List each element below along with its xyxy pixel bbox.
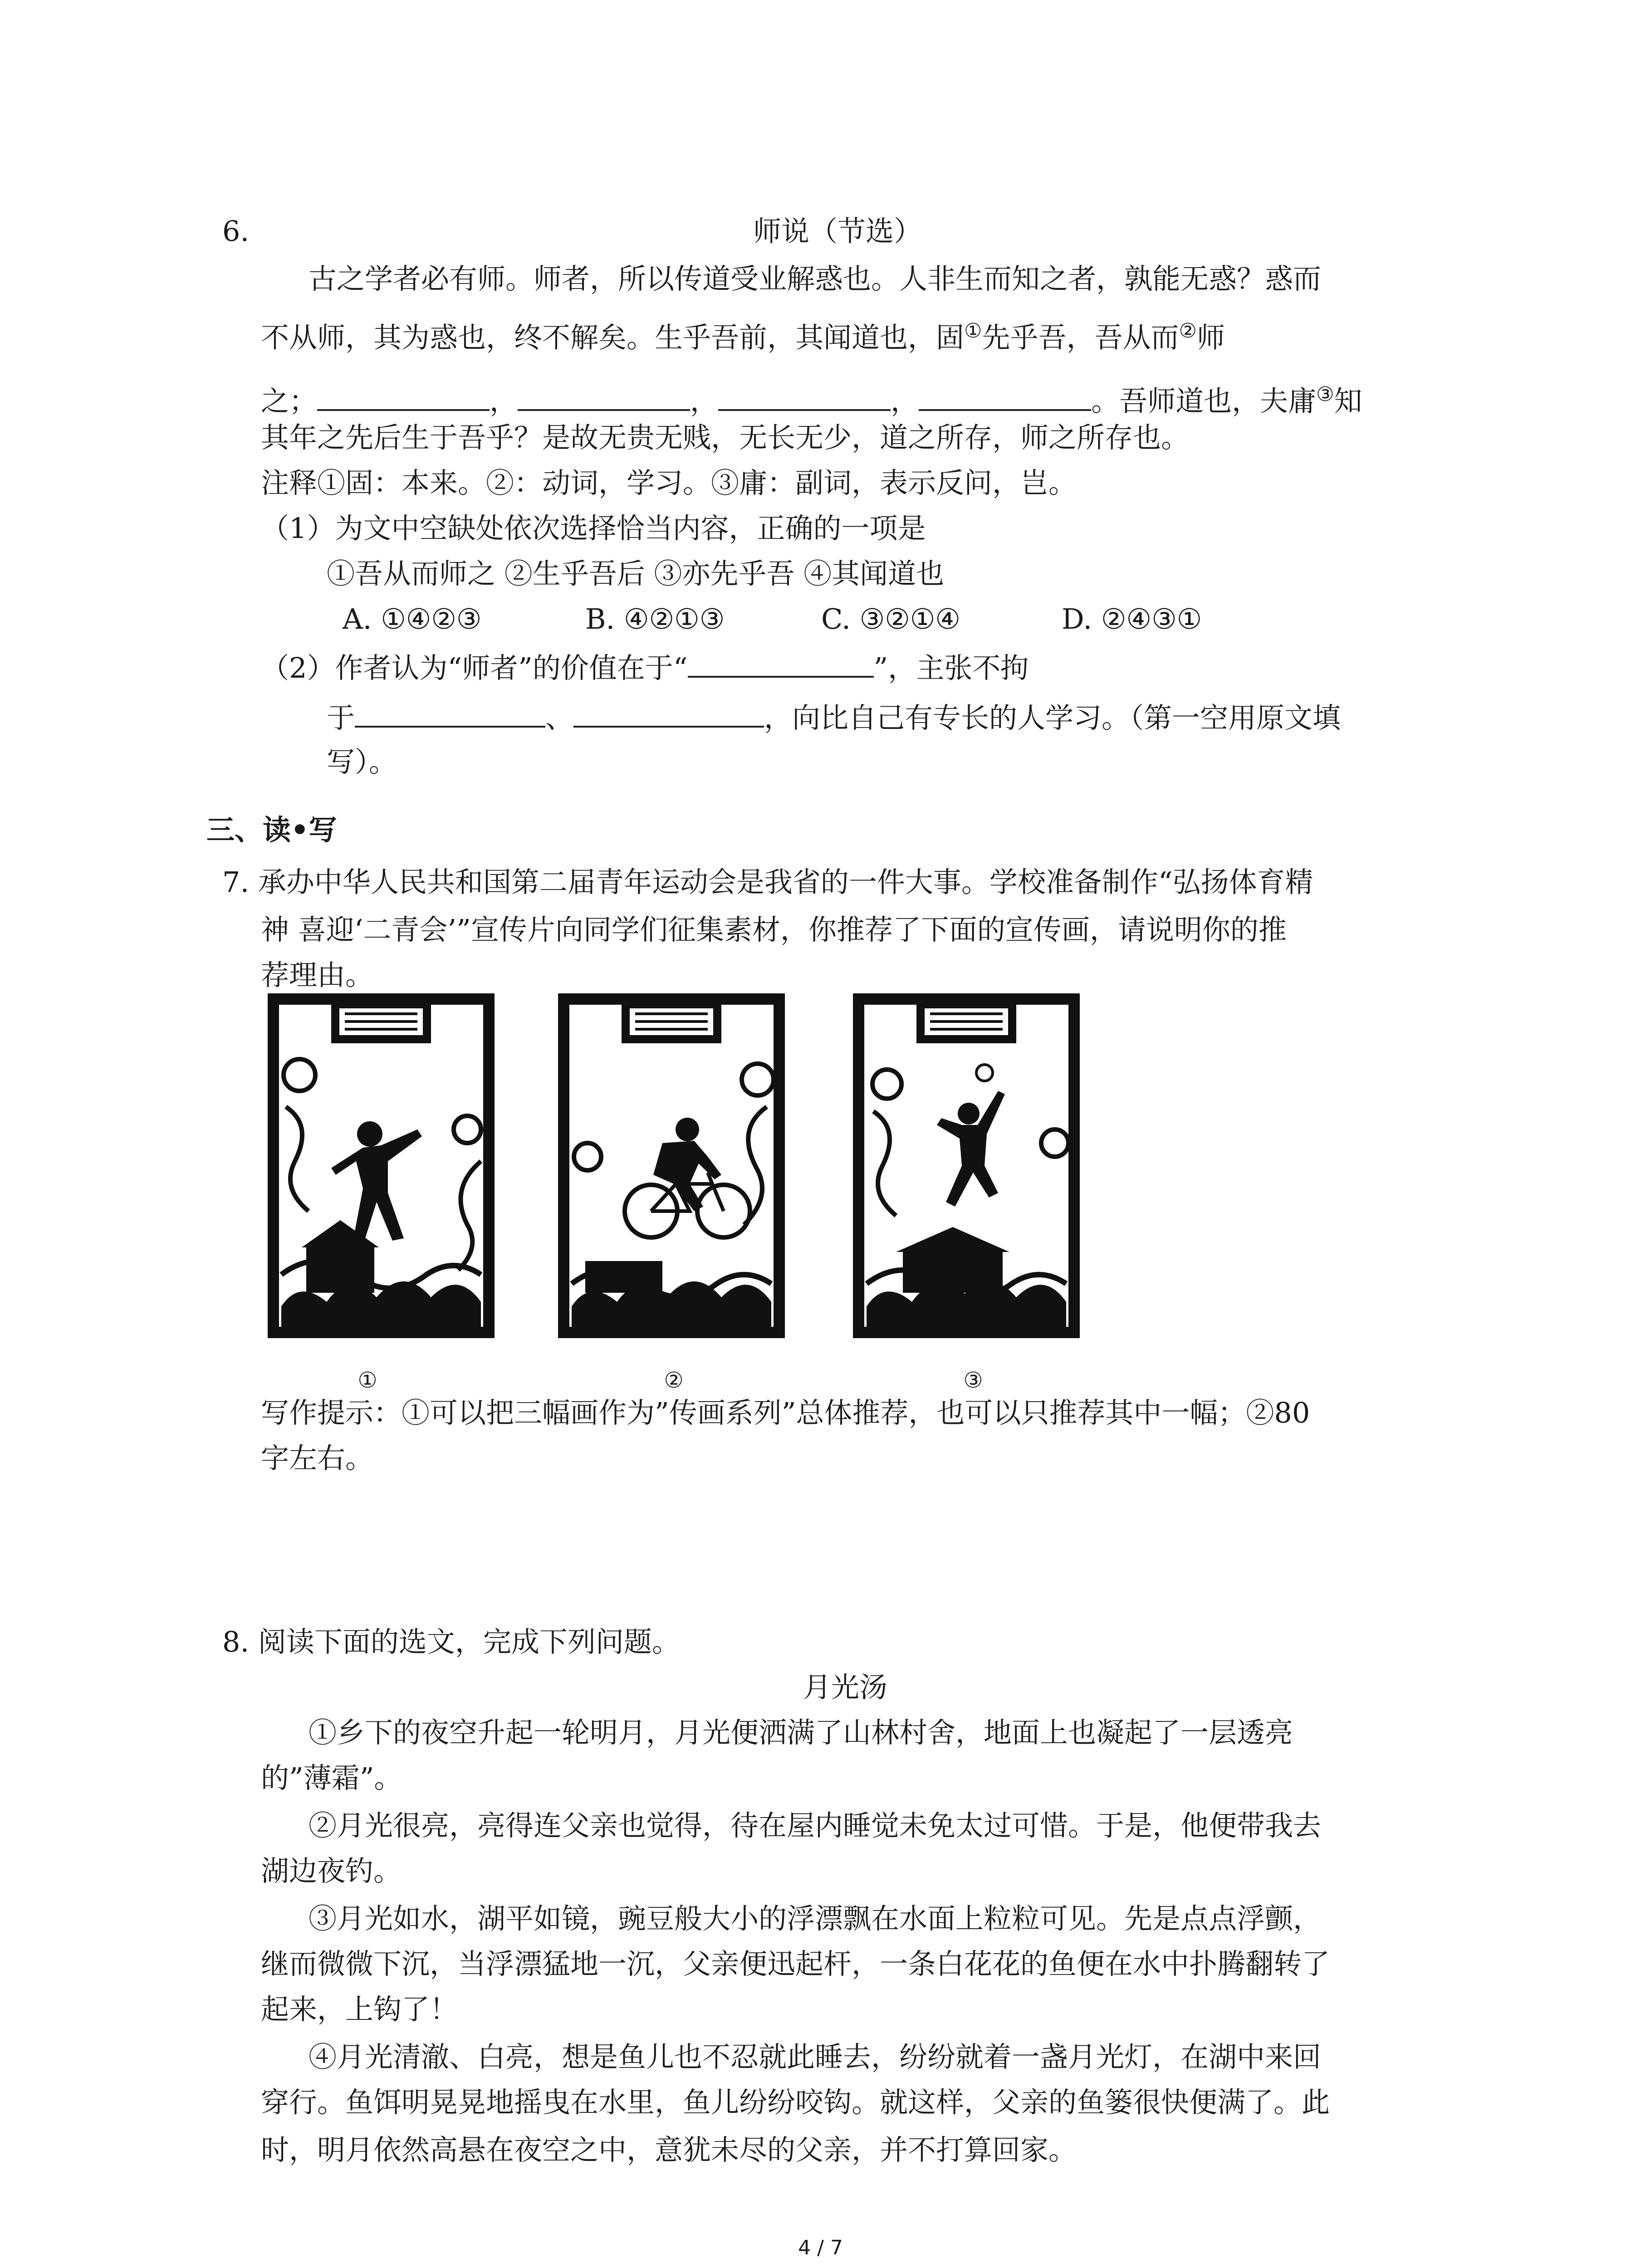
q6-sub2-line-2 xyxy=(327,699,1341,736)
q6-sub2-line-1 xyxy=(261,649,1029,686)
q6-title: 师说（节选） xyxy=(753,215,922,248)
comma: ， xyxy=(690,384,719,418)
fill-blank-4[interactable] xyxy=(919,382,1091,411)
fill-blank-3[interactable] xyxy=(718,382,891,411)
q6-sub2-line-3: 写）。 xyxy=(327,745,397,778)
q8-line-4: 湖边夜钓。 xyxy=(261,1854,402,1887)
text: 知 xyxy=(1334,384,1362,418)
text: 于 xyxy=(327,701,355,734)
q8-line-9: 穿行。鱼饵明晃晃地摇曳在水里，鱼儿纷纷咬钩。就这样，父亲的鱼篓很快便满了。此 xyxy=(261,2086,1330,2119)
text: ，向比自己有专长的人学习。（第一空用原文填 xyxy=(764,701,1341,734)
q8-line-7: 起来，上钩了！ xyxy=(261,1993,458,2026)
poster-label-1: ① xyxy=(358,1368,377,1393)
text: 之； xyxy=(261,384,318,418)
text: 、 xyxy=(545,701,574,734)
poster-label-2: ② xyxy=(664,1368,684,1393)
q6-paragraph-line-2 xyxy=(261,313,1225,356)
q7-line-2: 神 喜迎‘二青会’”宣传片向同学们征集素材，你推荐了下面的宣传画，请说明你的推 xyxy=(261,913,1287,946)
q7-hint-line-2: 字左右。 xyxy=(261,1442,374,1475)
text: 师 xyxy=(1196,321,1225,354)
q8-line-1: ①乡下的夜空升起一轮明月，月光便洒满了山林村舍，地面上也凝起了一层透亮 xyxy=(309,1716,1293,1749)
q6-option-d[interactable]: D. ②④③① xyxy=(1062,602,1202,635)
q7-line-1: 7. 承办中华人民共和国第二届青年运动会是我省的一件大事。学校准备制作“弘扬体育精 xyxy=(222,865,1313,899)
q6-option-b[interactable]: B. ④②①③ xyxy=(585,602,725,635)
q7-line-3: 荐理由。 xyxy=(261,958,374,992)
q8-line-2: 的”薄霜”。 xyxy=(261,1761,402,1794)
q8-line-10: 时，明月依然高悬在夜空之中，意犹未尽的父亲，并不打算回家。 xyxy=(261,2133,1077,2166)
fill-blank-1[interactable] xyxy=(317,382,490,411)
q6-annotation: 注释①固：本来。②：动词，学习。③庸：副词，表示反问，岂。 xyxy=(261,466,1077,499)
q8-line-3: ②月光很亮，亮得连父亲也觉得，待在屋内睡觉未免太过可惜。于是，他便带我去 xyxy=(309,1809,1322,1842)
text: ”，主张不拘 xyxy=(873,651,1029,684)
note-mark-1: ① xyxy=(964,319,982,342)
q8-line-6: 继而微微下沉，当浮漂猛地一沉，父亲便迅起杆，一条白花花的鱼便在水中扑腾翻转了 xyxy=(261,1947,1330,1980)
page-number: 4 / 7 xyxy=(798,2236,843,2259)
q7-hint-line-1: 写作提示：①可以把三幅画作为”传画系列”总体推荐，也可以只推荐其中一幅；②80 xyxy=(261,1396,1310,1429)
poster-taekwondo xyxy=(268,993,495,1338)
q8-line-5: ③月光如水，湖平如镜，豌豆般大小的浮漂飘在水面上粒粒可见。先是点点浮颤， xyxy=(309,1902,1322,1935)
q6-option-a[interactable]: A. ①④②③ xyxy=(343,602,482,635)
q8-title: 月光汤 xyxy=(803,1671,888,1704)
text: 。吾师道也，夫庸 xyxy=(1091,384,1317,418)
poster-cycling xyxy=(558,993,785,1338)
text: 先乎吾，吾从而 xyxy=(982,321,1179,354)
q6-number: 6. xyxy=(222,215,250,248)
q6-sub1-stem: （1）为文中空缺处依次选择恰当内容，正确的一项是 xyxy=(261,512,926,545)
fill-blank-7[interactable] xyxy=(573,699,764,728)
poster-volleyball xyxy=(853,993,1080,1338)
q6-paragraph-line-3 xyxy=(261,376,1362,420)
fill-blank-6[interactable] xyxy=(355,699,545,728)
section-title: 三、读•写 xyxy=(206,813,337,846)
q6-paragraph-line-4: 其年之先后生于吾乎？是故无贵无贱，无长无少，道之所存，师之所存也。 xyxy=(261,421,1190,454)
comma: ， xyxy=(490,384,518,418)
note-mark-3: ③ xyxy=(1316,383,1334,406)
q6-sub1-items: ①吾从而师之 ②生乎吾后 ③亦先乎吾 ④其闻道也 xyxy=(327,557,945,590)
fill-blank-5[interactable] xyxy=(688,649,874,678)
fill-blank-2[interactable] xyxy=(518,382,690,411)
q6-paragraph-line-1: 古之学者必有师。师者，所以传道受业解惑也。人非生而知之者，孰能无惑？惑而 xyxy=(309,262,1322,295)
comma: ， xyxy=(891,384,919,418)
q8-intro: 8. 阅读下面的选文，完成下列问题。 xyxy=(222,1625,680,1658)
q6-option-c[interactable]: C. ③②①④ xyxy=(821,602,960,635)
poster-label-3: ③ xyxy=(963,1368,983,1393)
text: 不从师，其为惑也，终不解矣。生乎吾前，其闻道也，固 xyxy=(261,321,965,354)
q8-line-8: ④月光清澈、白亮，想是鱼儿也不忍就此睡去，纷纷就着一盏月光灯，在湖中来回 xyxy=(309,2040,1322,2073)
text: （2）作者认为“师者”的价值在于“ xyxy=(261,651,688,684)
note-mark-2: ② xyxy=(1179,319,1197,342)
